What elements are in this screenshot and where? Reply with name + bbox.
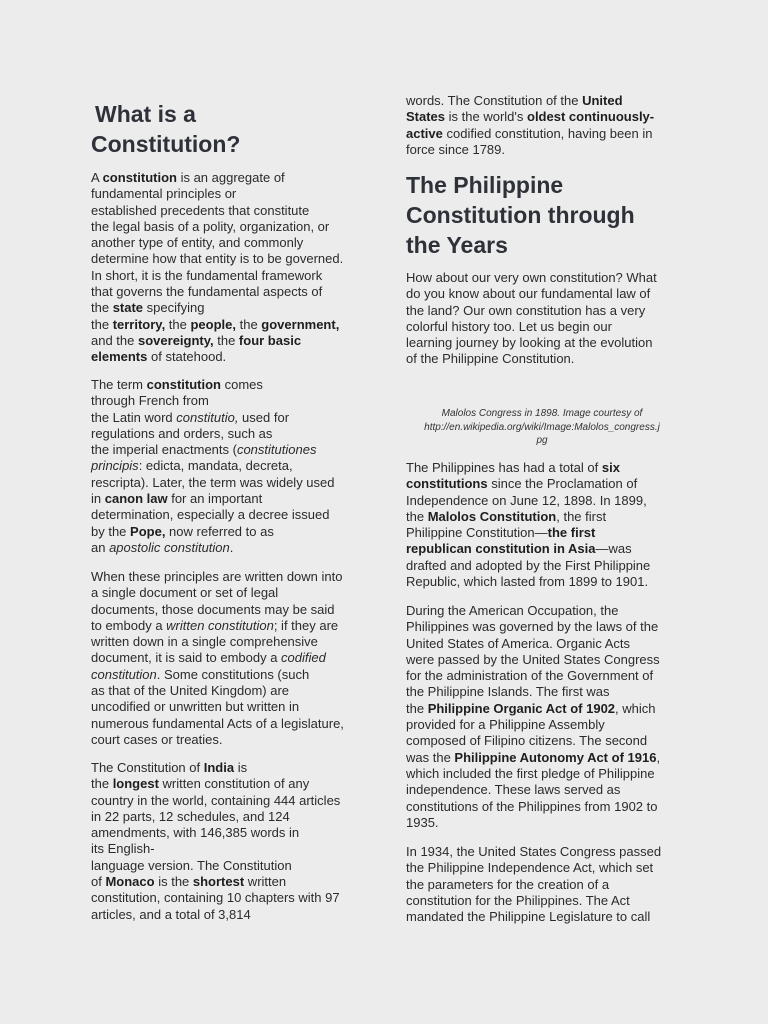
text-span: ; if they are — [273, 617, 339, 633]
text-span: . — [229, 539, 234, 555]
text-span: Malolos Congress in 1898. Image courtesy of — [441, 408, 643, 419]
text-span: written constitution of any — [158, 776, 310, 792]
text-span: articles, and a total of 3,814 — [91, 906, 251, 922]
image-caption — [406, 407, 678, 448]
text-span: Independence on June 12, 1898. In 1899, — [406, 492, 647, 508]
text-span: by the — [91, 523, 131, 539]
six-constitutions-paragraph — [406, 460, 678, 590]
text-span: the — [91, 776, 113, 792]
text-span: country in the world, containing 444 articles — [91, 792, 341, 808]
page-title — [91, 99, 366, 159]
text-span: state — [112, 300, 144, 316]
text-span: another type of entity, and commonly — [91, 235, 304, 251]
text-span: Republic, which lasted from 1899 to 1901. — [406, 574, 649, 590]
continued-paragraph — [406, 93, 678, 158]
text-span: Philippine Autonomy Act of 1916 — [454, 749, 657, 765]
text-span: of statehood. — [147, 349, 227, 365]
text-span: a single document or set of legal — [91, 585, 279, 601]
text-span: since the Proclamation of — [487, 476, 638, 492]
text-span: now referred to as — [165, 523, 274, 539]
text-span: , — [656, 749, 661, 765]
text-span: constitutio, — [176, 409, 239, 425]
text-span: as that of the United Kingdom) are — [91, 683, 290, 699]
text-span: the Philippine Islands. The first was — [406, 684, 610, 700]
text-span: do you know about our fundamental law of — [406, 286, 651, 302]
text-span: constitutiones — [236, 442, 317, 458]
text-span: constitution — [102, 170, 177, 185]
text-span: and the — [91, 332, 138, 348]
text-span: the imperial enactments ( — [91, 442, 237, 458]
text-span: mandated the Philippine Legislature to call — [406, 909, 651, 925]
text-span: the — [213, 332, 239, 348]
text-span: When these principles are written down into — [91, 569, 343, 584]
text-span: determination, especially a decree issued — [91, 507, 330, 523]
text-span: http://en.wikipedia.org/wiki/Image:Malolos_congress.j — [424, 421, 660, 433]
text-span: During the American Occupation, the — [406, 603, 619, 618]
text-span: States — [406, 109, 446, 125]
text-span: learning journey by looking at the evolution — [406, 335, 653, 351]
text-span: How about our very own constitution? What — [406, 270, 657, 285]
text-span: words. The Constitution of the — [406, 93, 583, 108]
text-span: that governs the fundamental aspects of — [91, 284, 323, 300]
text-span: is the — [154, 874, 193, 890]
text-span: the Years — [406, 232, 508, 258]
etymology-paragraph — [91, 377, 366, 556]
intro-paragraph — [406, 270, 678, 368]
text-span: constitution, containing 10 chapters with 97 — [91, 890, 340, 906]
text-span: is an aggregate of — [176, 170, 285, 185]
text-span: written down in a single comprehensive — [91, 634, 318, 650]
text-span: was the — [406, 749, 455, 765]
text-span: shortest — [192, 874, 245, 890]
text-span: United — [582, 93, 623, 108]
text-span: in 22 parts, 12 schedules, and 124 — [91, 808, 290, 824]
text-span: the — [91, 316, 113, 332]
text-span: the land? Our own constitution has a very — [406, 302, 646, 318]
text-span: drafted and adopted by the First Philippine — [406, 557, 651, 573]
text-span: the — [165, 316, 191, 332]
text-span: republican constitution in Asia — [406, 541, 596, 557]
text-span: independence. These laws served as — [406, 782, 621, 798]
text-span: four basic — [238, 332, 302, 348]
text-span: written — [244, 874, 287, 890]
text-span: Philippine Organic Act of 1902 — [427, 700, 616, 716]
text-span: court cases or treaties. — [91, 731, 223, 747]
text-span: colorful history too. Let us begin our — [406, 318, 612, 334]
text-span: amendments, with 146,385 words in — [91, 825, 300, 841]
text-span: for an important — [167, 491, 263, 507]
text-span: Philippine Constitution— — [406, 525, 548, 541]
text-span: Philippines was governed by the laws of the — [406, 619, 659, 635]
text-span: constitutions — [406, 476, 488, 492]
text-span: The term — [91, 377, 147, 392]
written-constitution-paragraph — [91, 569, 366, 748]
text-span: oldest continuously- — [527, 109, 655, 125]
text-span: , which — [615, 700, 656, 716]
text-span: written constitution — [166, 617, 274, 633]
text-span: the legal basis of a polity, organization, or — [91, 218, 330, 234]
text-span: —was — [595, 541, 632, 557]
text-span: in — [91, 491, 105, 507]
text-span: which included the first pledge of Philippine — [406, 765, 655, 781]
text-span: sovereignty, — [138, 332, 214, 348]
text-span: What is a — [95, 101, 196, 127]
text-span: the — [406, 700, 428, 716]
text-span: force since 1789. — [406, 141, 506, 157]
text-span: uncodified or unwritten but written in — [91, 699, 300, 715]
text-span: A — [91, 170, 103, 185]
text-span: for the administration of the Government of — [406, 668, 654, 684]
text-span: United States of America. Organic Acts — [406, 635, 630, 651]
text-span: territory, — [112, 316, 166, 332]
text-span: codified constitution, having been in — [442, 125, 653, 141]
text-span: its English- — [91, 841, 155, 857]
text-span: : edicta, mandata, decreta, — [138, 458, 293, 474]
american-occupation-paragraph — [406, 603, 678, 831]
text-span: Constitution? — [91, 131, 241, 157]
text-span: six — [601, 460, 620, 475]
text-span: canon law — [104, 491, 168, 507]
text-span: active — [406, 125, 443, 141]
text-span: specifying — [143, 300, 205, 316]
text-span: constitution — [91, 666, 157, 682]
text-span: apostolic constitution — [109, 539, 230, 555]
section-heading — [406, 170, 678, 260]
text-span: The Constitution of — [91, 760, 204, 775]
text-span: codified — [281, 650, 326, 666]
text-span: principis — [91, 458, 139, 474]
text-span: provided for a Philippine Assembly — [406, 717, 605, 733]
text-span: the Philippine Independence Act, which set — [406, 860, 654, 876]
independence-act-paragraph — [406, 844, 678, 925]
text-span: is the world's — [445, 109, 527, 125]
text-span: 1935. — [406, 814, 439, 830]
text-span: were passed by the United States Congress — [406, 651, 660, 667]
longest-shortest-paragraph — [91, 760, 366, 923]
text-span: the first — [547, 525, 596, 541]
text-span: of — [91, 874, 106, 890]
text-span: to embody a — [91, 617, 167, 633]
text-span: document, it is said to embody a — [91, 650, 282, 666]
text-span: used for — [238, 409, 290, 425]
text-span: composed of Filipino citizens. The second — [406, 733, 648, 749]
text-span: rescripta). Later, the term was widely used — [91, 474, 335, 490]
text-span: Malolos Constitution — [427, 508, 557, 524]
text-span: Monaco — [105, 874, 155, 890]
text-span: longest — [112, 776, 159, 792]
text-span: constitution for the Philippines. The Act — [406, 892, 630, 908]
text-span: In short, it is the fundamental framework — [91, 267, 323, 283]
text-span: numerous fundamental Acts of a legislature, — [91, 715, 344, 731]
text-span: people, — [190, 316, 236, 332]
text-span: is — [234, 760, 248, 775]
text-span: the — [406, 508, 428, 524]
text-span: elements — [91, 349, 148, 365]
text-span: constitutions of the Philippines from 1902 to — [406, 798, 658, 814]
text-span: comes — [221, 377, 263, 392]
text-span: constitution — [146, 377, 222, 392]
text-span: an — [91, 539, 110, 555]
text-span: pg — [536, 435, 548, 446]
text-span: fundamental principles or — [91, 186, 237, 202]
text-span: In 1934, the United States Congress passed — [406, 844, 662, 859]
text-span: Pope, — [130, 523, 166, 539]
text-span: government, — [261, 316, 340, 332]
text-span: the — [91, 300, 113, 316]
text-span: the — [236, 316, 262, 332]
text-span: of the Philippine Constitution. — [406, 351, 575, 367]
text-span: the parameters for the creation of a — [406, 876, 610, 892]
text-span: through French from — [91, 393, 209, 409]
text-span: Constitution through — [406, 202, 635, 228]
text-span: The Philippine — [406, 172, 564, 198]
text-span: . Some constitutions (such — [156, 666, 310, 682]
definition-paragraph — [91, 170, 366, 366]
text-span: India — [203, 760, 235, 775]
text-span: language version. The Constitution — [91, 857, 292, 873]
text-span: The Philippines has had a total of — [406, 460, 602, 475]
text-span: determine how that entity is to be governed. — [91, 251, 344, 267]
text-span: established precedents that constitute — [91, 202, 310, 218]
text-span: , the first — [556, 508, 607, 524]
text-span: documents, those documents may be said — [91, 601, 335, 617]
text-span: the Latin word — [91, 409, 177, 425]
text-span: regulations and orders, such as — [91, 425, 273, 441]
